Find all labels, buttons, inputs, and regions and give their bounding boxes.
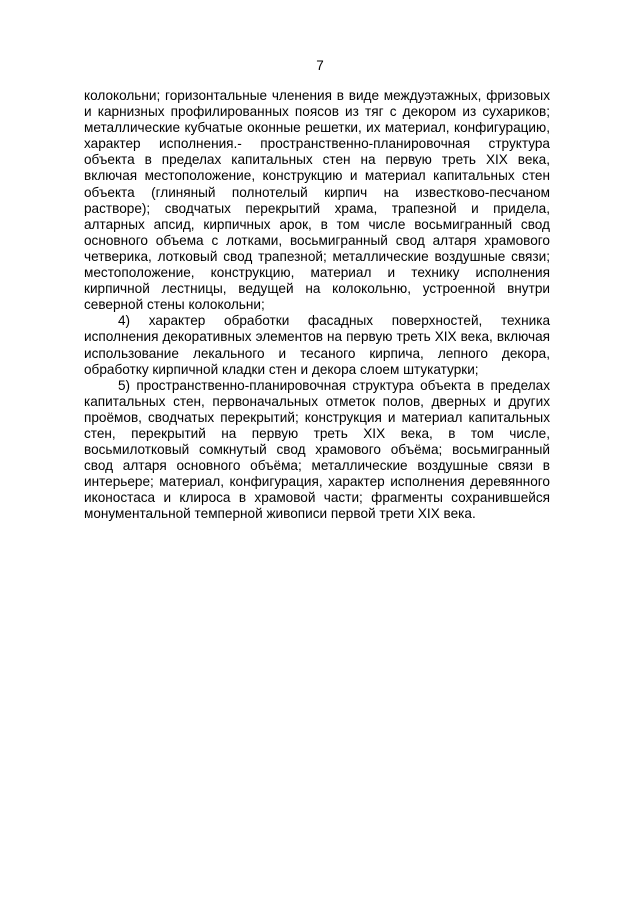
page-number: 7 [316,58,324,73]
paragraph-item-5: 5) пространственно-планировочная структура объекта в пределах капитальных стен, первоначальных отметок полов, дверных и других проёмов, сводчатых перекрытий; конструкция и материал капитальных стен, перекрытий на первую треть XIX века, в том числе, восьмилотковый сомкнутый свод храмового объёма; восьмигранный свод алтаря основного объёма; металлические воздушные связи в интерьере; материал, конфигурация, характер исполнения деревянного иконостаса и клироса в храмовой части; фрагменты сохранившейся монументальной темперной живописи первой трети XIX века. [84,377,550,522]
document-body [84,88,550,523]
paragraph-item-4: 4) характер обработки фасадных поверхностей, техника исполнения декоративных элементов на первую треть XIX века, включая использование лекального и тесаного кирпича, лепного декора, обработку кирпичной кладки стен и декора слоем штукатурки; [84,313,550,377]
paragraph-continuation: колокольни; горизонтальные членения в виде междуэтажных, фризовых и карнизных профилированных поясов из тяг с декором из сухариков; металлические кубчатые оконные решетки, их материал, конфигурацию, характер исполнения.- пространственно-планировочная структура объекта в пределах капитальных стен на первую треть XIX века, включая местоположение, конструкцию и материал капитальных стен объекта (глиняный полнотелый кирпич на известково-песчаном растворе); сводчатых перекрытий храма, трапезной и придела, алтарных апсид, кирпичных арок, в том числе восьмигранный свод основного объема с лотками, восьмигранный свод алтаря храмового четверика, лотковый свод трапезной; металлические воздушные связи; местоположение, конструкцию, материал и технику исполнения кирпичной лестницы, ведущей на колокольню, устроенной внутри северной стены колокольни; [84,88,550,313]
